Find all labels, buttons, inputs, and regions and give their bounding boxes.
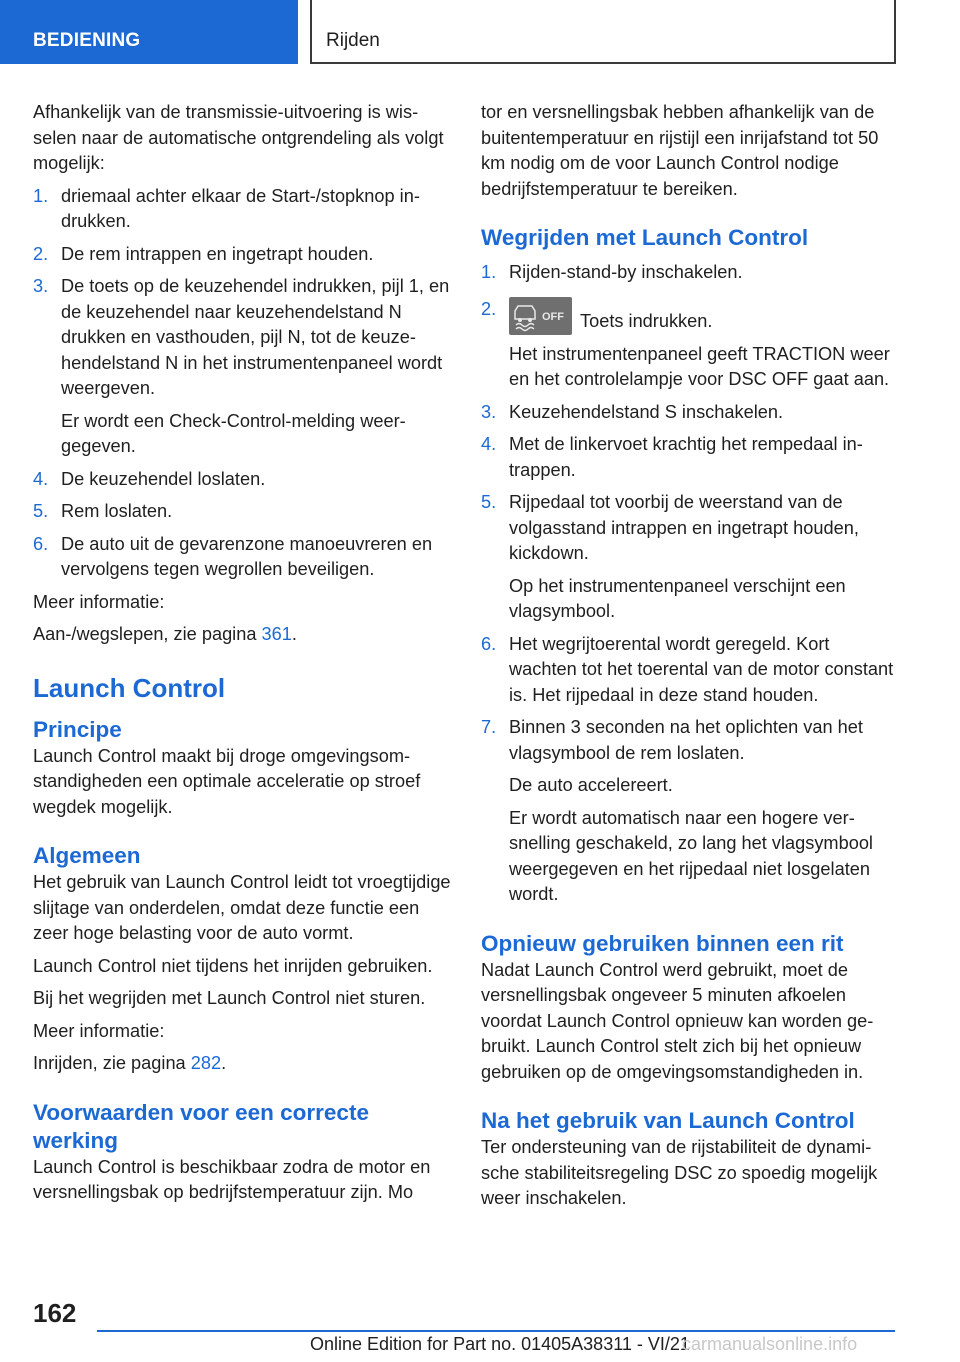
list-item — [481, 400, 899, 426]
intro-paragraph: Afhankelijk van de transmissie-uitvoering is wisselen naar de automatische ontgrendeling als volgt mogelijk: — [33, 102, 444, 173]
voorwaarden-heading: Voorwaarden voor een correcte werking — [33, 1099, 369, 1153]
unlock-steps-list — [33, 184, 451, 583]
list-item — [481, 490, 899, 625]
chapter-title: Rijden — [326, 30, 380, 51]
right-column — [481, 100, 899, 1219]
list-item — [33, 274, 451, 460]
step-note: De auto accelereert. — [509, 775, 673, 795]
launch-control-heading: Launch Control — [33, 672, 226, 703]
step-number: 1. — [33, 185, 49, 206]
step-number: 3. — [33, 276, 49, 296]
dsc-off-icon-label: OFF — [542, 310, 564, 323]
step-text: Keuzehendelstand S inschakelen. — [509, 401, 784, 422]
principe-paragraph: Launch Control maakt bij droge omgevingsomstandigheden een optimale acceleratie op stroef wegdek mogelijk. — [33, 745, 421, 817]
reference-text: Aan-/wegslepen, zie pagina — [33, 624, 262, 644]
left-column — [33, 100, 451, 1213]
step-note: Er wordt een Check-Control-melding weergegeven. — [61, 410, 406, 456]
algemeen-paragraph-1: Het gebruik van Launch Control leidt tot vroegtijdige slijtage van onderdelen, omdat deze functie een zeer hoge belasting voor de auto vormt. — [33, 872, 451, 943]
list-item — [481, 432, 899, 483]
section-title: BEDIENING — [33, 30, 141, 51]
step-text: Rijden-stand-by inschakelen. — [509, 262, 743, 282]
step-text: De rem intrappen en ingetrapt houden. — [61, 243, 374, 264]
more-info-label: Meer informatie: — [33, 591, 165, 612]
list-item — [33, 184, 451, 235]
list-item — [33, 467, 451, 493]
more-info-label: Meer informatie: — [33, 1020, 165, 1041]
dsc-off-icon — [509, 297, 572, 335]
step-number: 4. — [33, 468, 49, 489]
step-text: Toets indrukken. — [580, 310, 713, 331]
step-number: 2. — [33, 243, 49, 264]
step-number: 6. — [33, 533, 49, 554]
footer-divider — [97, 1330, 895, 1332]
opnieuw-paragraph: Nadat Launch Control werd gebruikt, moet de versnellingsbak ongeveer 5 minuten afkoelen voordat Launch Control opnieuw kan worden gebruikt. Launch Control stelt zich bij het opnieuw gebruiken op de omgevingsomstandigheden in. — [481, 959, 874, 1082]
opnieuw-heading: Opnieuw gebruiken binnen een rit — [481, 930, 844, 956]
step-text: Met de linkervoet krachtig het rempedaal intrappen. — [509, 434, 863, 480]
page-link-361[interactable]: 361 — [261, 624, 292, 644]
algemeen-heading: Algemeen — [33, 843, 141, 868]
step-number: 4. — [481, 434, 497, 454]
voorwaarden-continued-text: tor en versnellingsbak hebben afhankelijk van de buitentemperatuur en rijstijl een inrijafstand tot 50 km nodig om de voor Launch Control nodige bedrijfstemperatuur te bereiken. — [481, 102, 879, 199]
list-item — [33, 532, 451, 583]
step-note: Op het instrumentenpaneel verschijnt een vlagsymbool. — [509, 575, 846, 621]
list-item — [481, 715, 899, 908]
dsc-step-row — [509, 293, 899, 335]
step-number: 3. — [481, 401, 497, 422]
list-item — [481, 293, 899, 393]
page-link-282[interactable]: 282 — [190, 1053, 222, 1073]
step-note: Het instrumentenpaneel geeft TRACTION weer en het controlelampje voor DSC OFF gaat aan. — [509, 343, 890, 389]
reference-text: Inrijden, zie pagina — [33, 1053, 191, 1073]
algemeen-paragraph-3: Bij het wegrijden met Launch Control niet sturen. — [33, 988, 426, 1008]
page-number: 162 — [33, 1298, 77, 1328]
launch-steps-list — [481, 260, 899, 908]
step-text: driemaal achter elkaar de Start-/stopknop indrukken. — [61, 185, 420, 231]
section-header — [0, 0, 298, 64]
na-gebruik-paragraph: Ter ondersteuning van de rijstabiliteit de dynamische stabiliteitsregeling DSC zo spoedig mogelijk weer inschakelen. — [481, 1137, 878, 1208]
step-text: Rem loslaten. — [61, 501, 173, 521]
step-text: De keuzehendel loslaten. — [61, 468, 266, 489]
algemeen-paragraph-2: Launch Control niet tijdens het inrijden gebruiken. — [33, 955, 433, 976]
footer-watermark: carmanualsonline.info — [682, 1334, 858, 1354]
list-item — [33, 242, 451, 268]
step-text: Binnen 3 seconden na het oplichten van het vlagsymbool de rem loslaten. — [509, 717, 863, 763]
na-gebruik-heading: Na het gebruik van Launch Control — [481, 1108, 855, 1133]
step-number: 2. — [481, 298, 497, 319]
list-item — [481, 260, 899, 286]
cross-reference: Inrijden, zie pagina 282. — [33, 1053, 227, 1073]
step-number: 7. — [481, 717, 497, 737]
step-number: 5. — [33, 501, 49, 521]
step-number: 6. — [481, 633, 497, 654]
step-number: 5. — [481, 492, 497, 512]
list-item — [481, 632, 899, 709]
step-text: Het wegrijtoerental wordt geregeld. Kort wachten tot het toerental van de motor constant is. Het rijpedaal in deze stand houden. — [509, 633, 894, 705]
step-text: De auto uit de gevarenzone manoeuvreren en vervolgens tegen wegrollen beveiligen. — [61, 533, 433, 579]
voorwaarden-paragraph: Launch Control is beschikbaar zodra de motor en versnellingsbak op bedrijfstemperatuur zijn. Mo — [33, 1156, 431, 1202]
step-text: De toets op de keuzehendel indrukken, pijl 1, en de keuzehendel naar keuzehendelstand N drukken en vasthouden, pijl N, tot de keuzehendelstand N in het instrumentenpaneel wordt weergeven. — [61, 276, 450, 398]
chapter-header — [310, 0, 896, 64]
list-item — [33, 499, 451, 525]
step-note: Er wordt automatisch naar een hogere versnelling geschakeld, zo lang het vlagsymbool weergegeven en het rijpedaal niet losgelaten wordt. — [509, 807, 873, 904]
footer-edition: Online Edition for Part no. 01405A38311 - VI/21 — [310, 1334, 690, 1354]
step-text: Rijpedaal tot voorbij de weerstand van de volgasstand intrappen en ingetrapt houden, kickdown. — [509, 492, 859, 563]
step-number: 1. — [481, 262, 497, 282]
principe-heading: Principe — [33, 716, 122, 742]
voorwaarden-paragraph-continued — [481, 100, 899, 202]
wegrijden-heading: Wegrijden met Launch Control — [481, 225, 809, 250]
cross-reference: Aan-/wegslepen, zie pagina 361. — [33, 624, 297, 644]
